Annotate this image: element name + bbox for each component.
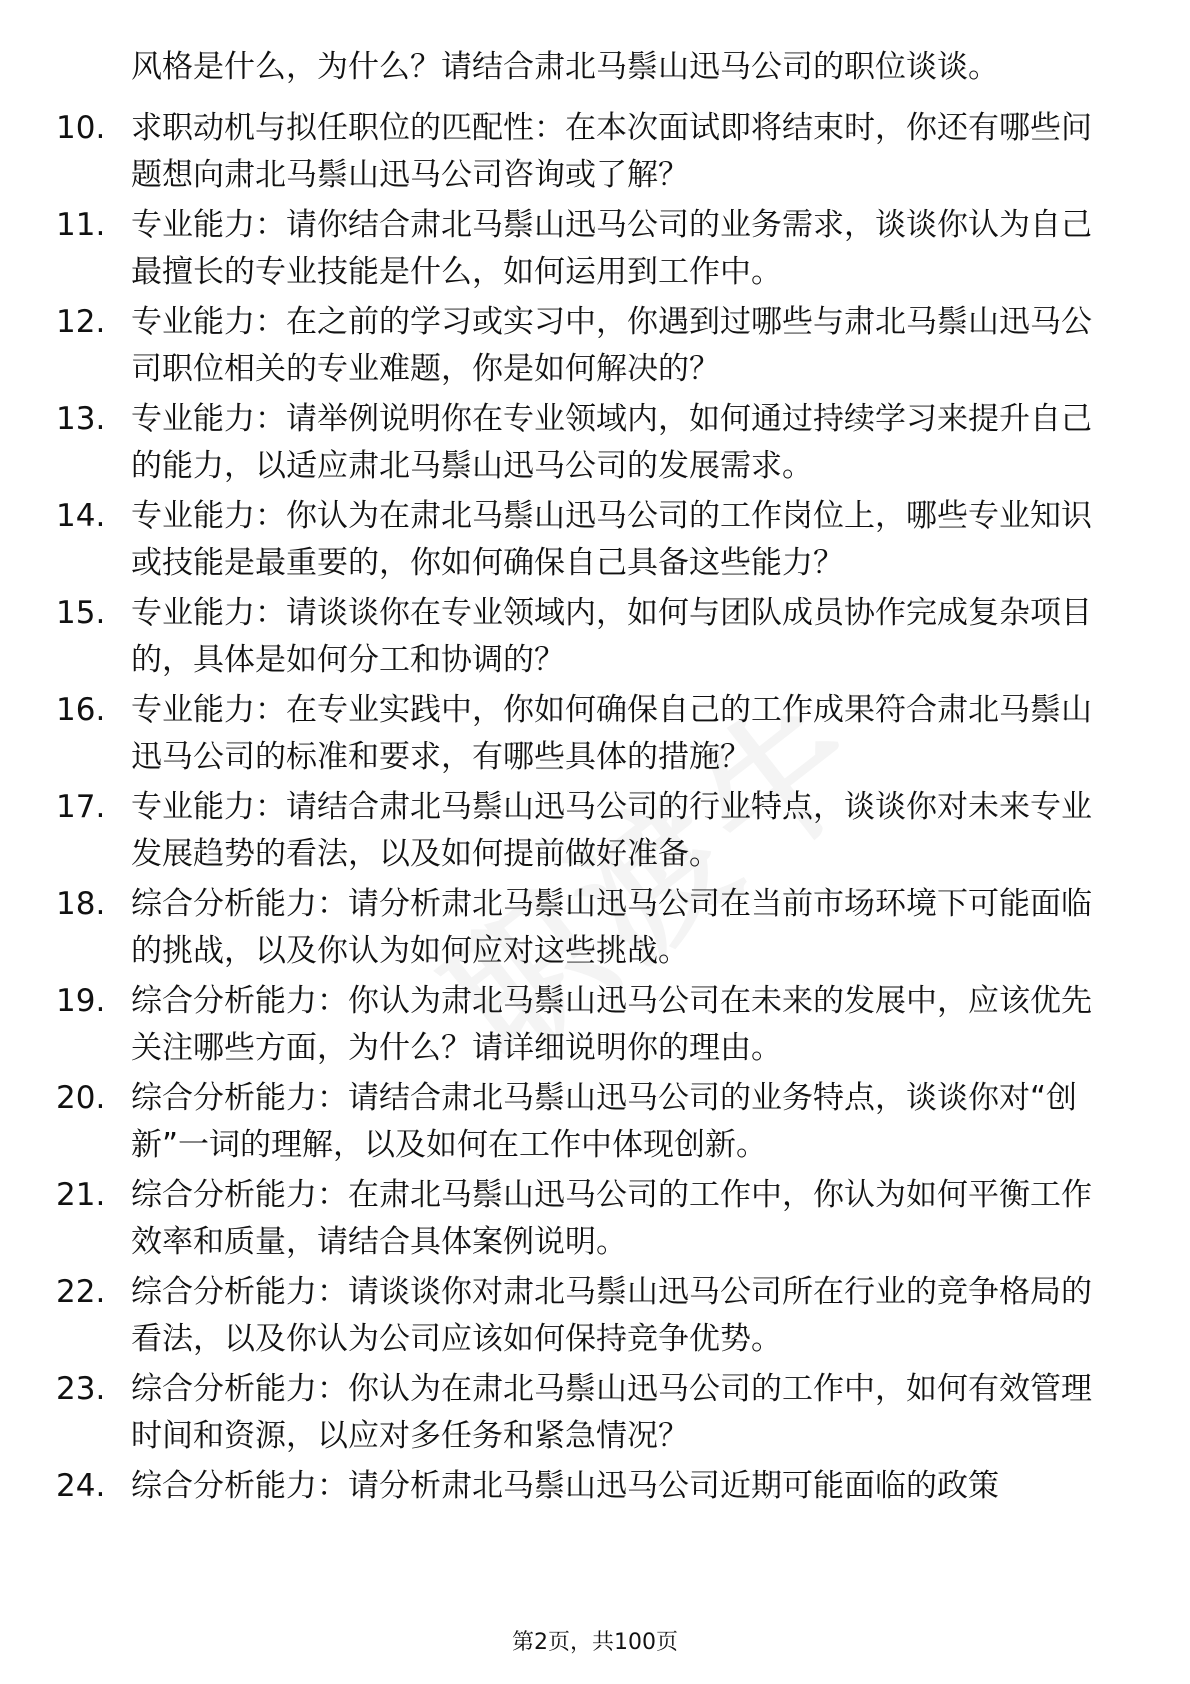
question-number: 17. bbox=[56, 789, 106, 825]
question-text: 综合分析能力：请分析肃北马鬃山迅马公司近期可能面临的政策 bbox=[131, 1468, 999, 1504]
question-text: 专业能力：在专业实践中，你如何确保自己的工作成果符合肃北马鬃山迅马公司的标准和要求，有哪些具体的措施？ bbox=[131, 692, 1092, 775]
question-text: 专业能力：在之前的学习或实习中，你遇到过哪些与肃北马鬃山迅马公司职位相关的专业难题，你是如何解决的？ bbox=[131, 304, 1092, 387]
question-item bbox=[56, 590, 1116, 687]
question-item bbox=[56, 299, 1116, 396]
question-text: 综合分析能力：请结合肃北马鬃山迅马公司的业务特点，谈谈你对“创新”一词的理解，以及如何在工作中体现创新。 bbox=[131, 1080, 1078, 1163]
continuation-text: 风格是什么，为什么？请结合肃北马鬃山迅马公司的职位谈谈。 bbox=[131, 49, 999, 85]
question-text: 综合分析能力：请分析肃北马鬃山迅马公司在当前市场环境下可能面临的挑战，以及你认为如何应对这些挑战。 bbox=[131, 886, 1092, 969]
page-footer: 第2页，共100页 bbox=[512, 1630, 678, 1655]
question-number: 15. bbox=[56, 595, 106, 631]
question-item bbox=[56, 1172, 1116, 1269]
question-item bbox=[56, 687, 1116, 784]
question-item bbox=[56, 1075, 1116, 1172]
question-item bbox=[56, 978, 1116, 1075]
question-number: 13. bbox=[56, 401, 106, 437]
question-item bbox=[56, 202, 1116, 299]
question-item bbox=[56, 784, 1116, 881]
question-text: 专业能力：你认为在肃北马鬃山迅马公司的工作岗位上，哪些专业知识或技能是最重要的，你如何确保自己具备这些能力？ bbox=[131, 498, 1092, 581]
question-text: 综合分析能力：你认为在肃北马鬃山迅马公司的工作中，如何有效管理时间和资源，以应对多任务和紧急情况？ bbox=[131, 1371, 1092, 1454]
question-text: 综合分析能力：请谈谈你对肃北马鬃山迅马公司所在行业的竞争格局的看法，以及你认为公司应该如何保持竞争优势。 bbox=[131, 1274, 1092, 1357]
question-list bbox=[56, 105, 1116, 1560]
question-item bbox=[56, 105, 1116, 202]
question-number: 18. bbox=[56, 886, 106, 922]
question-text: 综合分析能力：你认为肃北马鬃山迅马公司在未来的发展中，应该优先关注哪些方面，为什么？请详细说明你的理由。 bbox=[131, 983, 1092, 1066]
question-number: 16. bbox=[56, 692, 106, 728]
question-number: 11. bbox=[56, 207, 106, 243]
question-text: 综合分析能力：在肃北马鬃山迅马公司的工作中，你认为如何平衡工作效率和质量，请结合具体案例说明。 bbox=[131, 1177, 1092, 1260]
question-text: 专业能力：请结合肃北马鬃山迅马公司的行业特点，谈谈你对未来专业发展趋势的看法，以及如何提前做好准备。 bbox=[131, 789, 1092, 872]
question-number: 14. bbox=[56, 498, 106, 534]
question-number: 19. bbox=[56, 983, 106, 1019]
question-item bbox=[56, 1366, 1116, 1463]
question-number: 20. bbox=[56, 1080, 106, 1116]
question-text: 专业能力：请你结合肃北马鬃山迅马公司的业务需求，谈谈你认为自己最擅长的专业技能是什么，如何运用到工作中。 bbox=[131, 207, 1092, 290]
question-number: 24. bbox=[56, 1468, 106, 1504]
question-item bbox=[56, 1269, 1116, 1366]
question-item bbox=[56, 1463, 1116, 1560]
question-number: 10. bbox=[56, 110, 106, 146]
question-number: 12. bbox=[56, 304, 106, 340]
question-number: 23. bbox=[56, 1371, 106, 1407]
question-item bbox=[56, 396, 1116, 493]
question-text: 专业能力：请谈谈你在专业领域内，如何与团队成员协作完成复杂项目的，具体是如何分工和协调的？ bbox=[131, 595, 1092, 678]
question-text: 专业能力：请举例说明你在专业领域内，如何通过持续学习来提升自己的能力，以适应肃北马鬃山迅马公司的发展需求。 bbox=[131, 401, 1092, 484]
question-text: 求职动机与拟任职位的匹配性：在本次面试即将结束时，你还有哪些问题想向肃北马鬃山迅马公司咨询或了解？ bbox=[131, 110, 1092, 193]
question-number: 21. bbox=[56, 1177, 106, 1213]
question-item bbox=[56, 881, 1116, 978]
question-number: 22. bbox=[56, 1274, 106, 1310]
question-item bbox=[56, 493, 1116, 590]
